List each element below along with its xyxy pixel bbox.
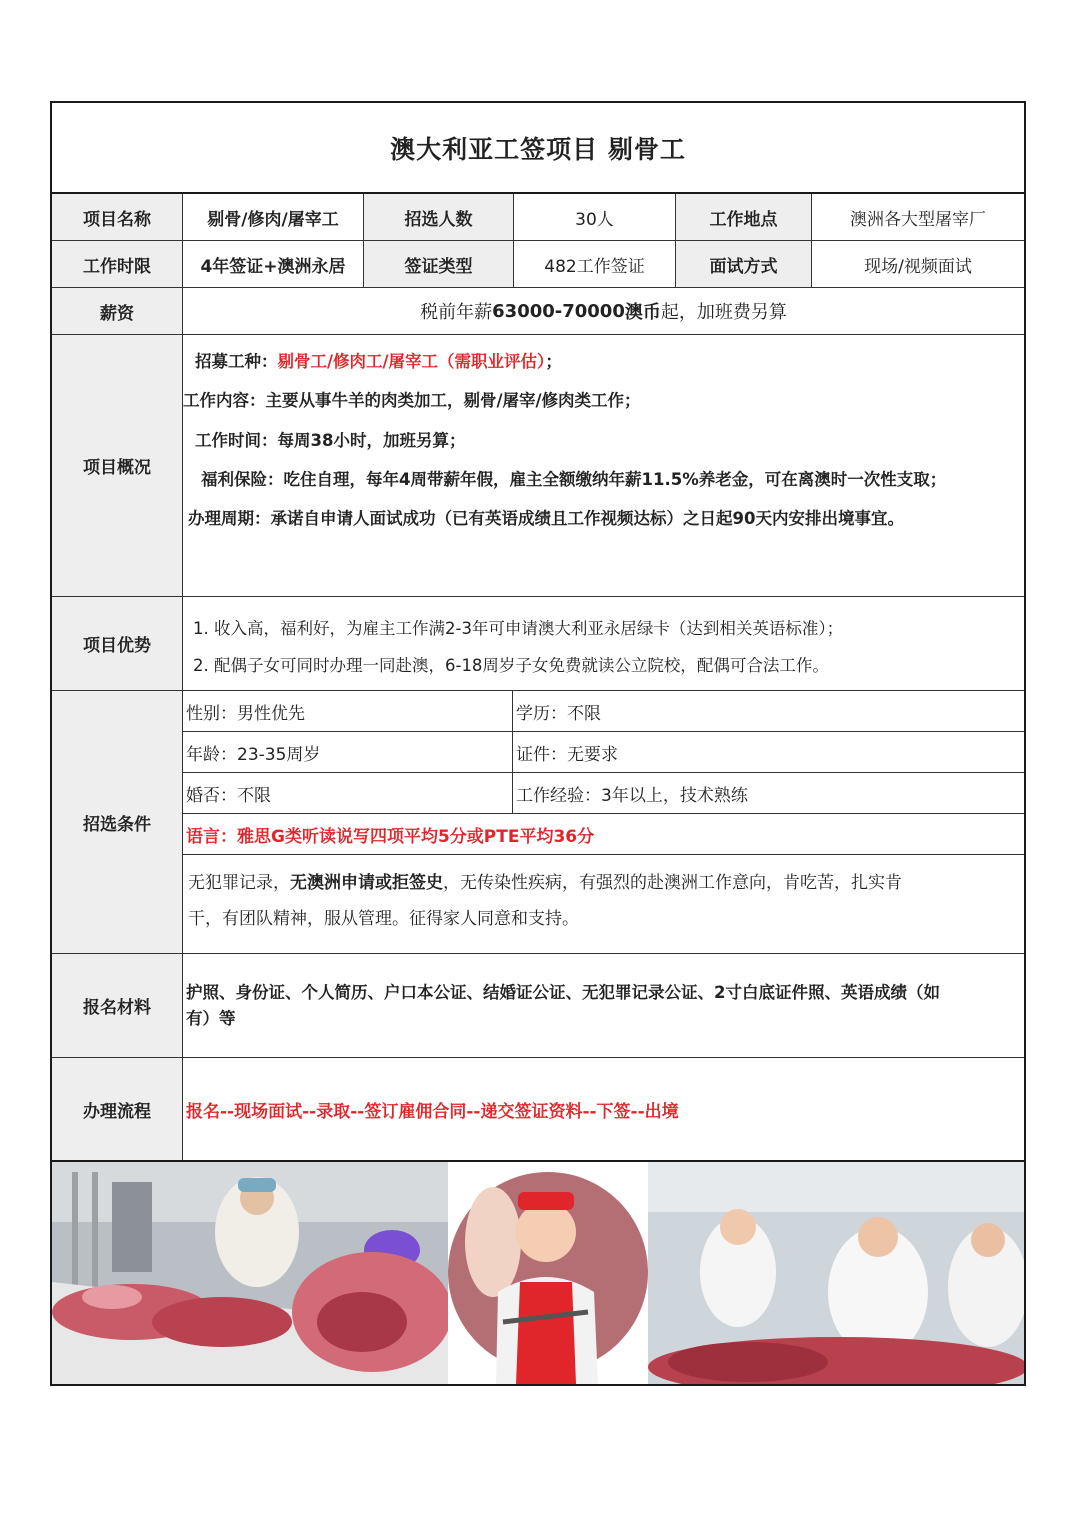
language-condition: 语言：雅思G类听读说写四项平均5分或PTE平均36分	[186, 826, 595, 847]
conditions-label: 招选条件	[52, 691, 183, 953]
process-text: 报名--现场面试--录取--签订雇佣合同--递交签证资料--下签--出境	[186, 1101, 679, 1122]
meat-factory-photo	[648, 1162, 1024, 1384]
overview-period: 办理周期：承诺自申请人面试成功（已有英语成绩且工作视频达标）之日起90天内安排出境事宜。	[188, 509, 904, 528]
place-value: 澳洲各大型屠宰厂	[850, 209, 986, 230]
info-sheet	[50, 101, 1026, 1386]
count-label: 招选人数	[364, 194, 514, 240]
conditions-content	[183, 691, 1024, 953]
overview-type: 招募工种：剔骨工/修肉工/屠宰工（需职业评估）；	[195, 352, 562, 371]
education-condition: 学历：不限	[516, 703, 601, 724]
advantages-list	[183, 597, 1024, 690]
materials-label: 报名材料	[52, 954, 183, 1057]
term-value: 4年签证+澳洲永居	[183, 241, 364, 287]
other-conditions: 无犯罪记录，无澳洲申请或拒签史，无传染性疾病，有强烈的赴澳洲工作意向，肯吃苦，扎实肯 干，有团队精神，服从管理。征得家人同意和支持。	[188, 873, 902, 929]
experience-condition: 工作经验：3年以上，技术熟练	[516, 785, 748, 806]
marriage-condition: 婚否：不限	[183, 773, 513, 813]
advantage-item: 2. 配偶子女可同时办理一同赴澳，6-18周岁子女免费就读公立院校，配偶可合法工作。	[193, 656, 829, 675]
visa-label: 签证类型	[364, 241, 514, 287]
row-basic	[52, 194, 1024, 241]
page-title: 澳大利亚工签项目 剔骨工	[52, 103, 1024, 194]
row-advantages	[52, 597, 1024, 691]
advantage-item: 1. 收入高，福利好，为雇主工作满2-3年可申请澳大利亚永居绿卡（达到相关英语标准）；	[193, 619, 844, 638]
butcher-illustration	[448, 1162, 648, 1384]
row-overview	[52, 335, 1024, 597]
row-visa	[52, 241, 1024, 288]
gender-condition: 性别：男性优先	[183, 691, 513, 731]
process-label: 办理流程	[52, 1058, 183, 1160]
photo-strip	[52, 1162, 1024, 1384]
materials-text: 护照、身份证、个人简历、户口本公证、结婚证公证、无犯罪记录公证、2寸白底证件照、英语成绩（如 有）等	[186, 983, 940, 1028]
advantages-label: 项目优势	[52, 597, 183, 690]
interview-value: 现场/视频面试	[864, 256, 972, 277]
butcher-workshop-photo	[52, 1162, 448, 1384]
age-condition: 年龄：23-35周岁	[183, 732, 513, 772]
interview-label: 面试方式	[676, 241, 812, 287]
salary-value: 税前年薪 63000-70000 澳币 起，加班费另算	[420, 300, 787, 323]
row-salary	[52, 288, 1024, 335]
salary-label: 薪资	[52, 288, 183, 334]
row-process	[52, 1058, 1024, 1162]
term-label: 工作时限	[52, 241, 183, 287]
row-materials	[52, 954, 1024, 1058]
overview-hours: 工作时间：每周38小时，加班另算；	[195, 431, 466, 450]
project-name-value: 剔骨/修肉/屠宰工	[183, 194, 364, 240]
project-name-label: 项目名称	[52, 194, 183, 240]
overview-content	[183, 335, 1024, 596]
conditions-row	[183, 691, 1024, 732]
certificate-condition: 证件：无要求	[516, 744, 618, 765]
overview-welfare: 福利保险：吃住自理，每年4周带薪年假，雇主全额缴纳年薪11.5%养老金，可在离澳时一次性支取；	[201, 470, 947, 489]
overview-content-line: 工作内容：主要从事牛羊的肉类加工，剔骨/屠宰/修肉类工作；	[183, 391, 641, 410]
conditions-row	[183, 814, 1024, 855]
place-label: 工作地点	[676, 194, 812, 240]
conditions-row	[183, 732, 1024, 773]
overview-label: 项目概况	[52, 335, 183, 596]
visa-value: 482工作签证	[514, 241, 676, 287]
conditions-row	[183, 773, 1024, 814]
count-value: 30人	[514, 194, 676, 240]
row-conditions	[52, 691, 1024, 954]
